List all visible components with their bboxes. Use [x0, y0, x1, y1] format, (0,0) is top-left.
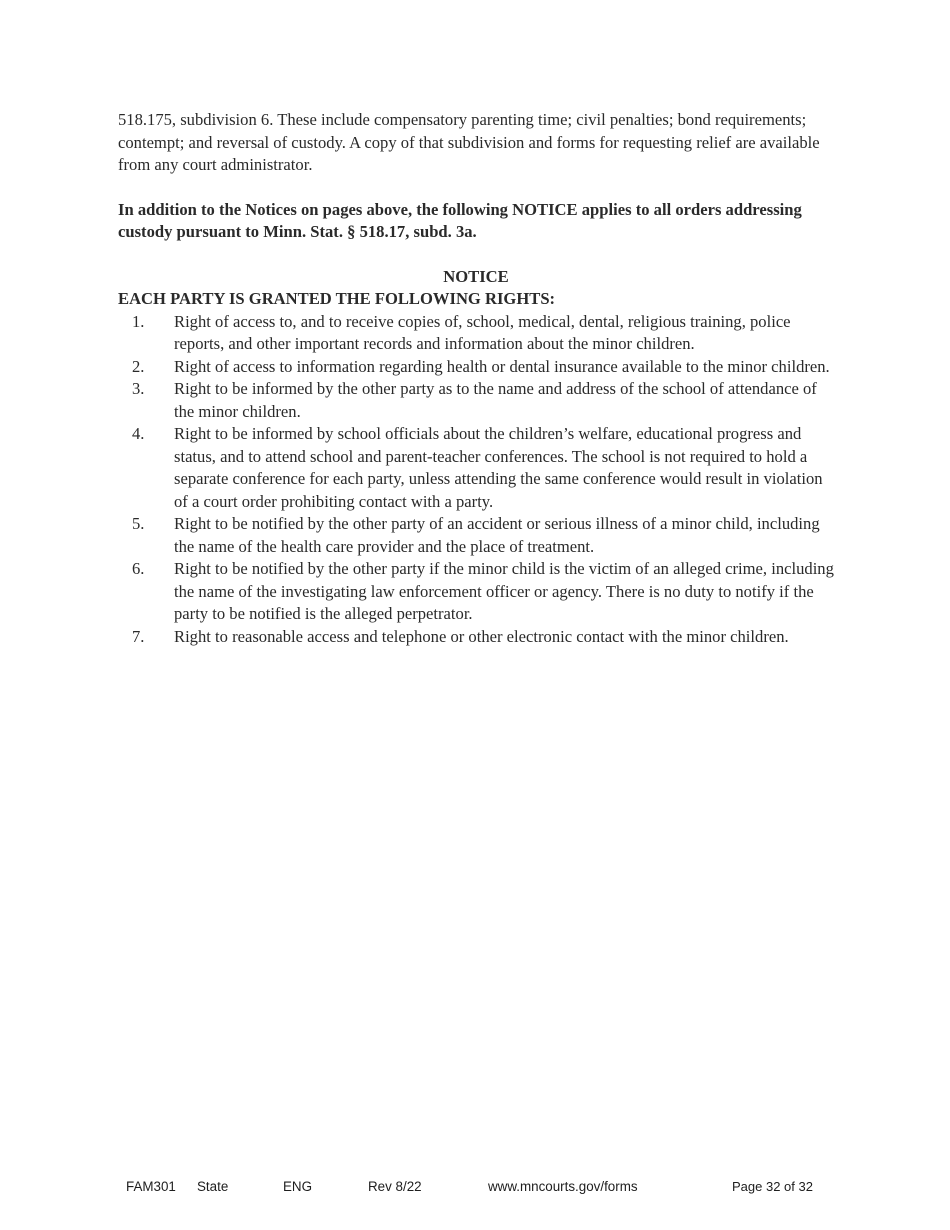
rights-heading: EACH PARTY IS GRANTED THE FOLLOWING RIGHTS: — [118, 289, 556, 308]
rights-item — [118, 558, 834, 626]
rights-item-number: 2. — [132, 356, 145, 376]
page-footer — [0, 1179, 950, 1199]
rights-item-number: 4. — [132, 424, 145, 443]
footer-url: www.mncourts.gov/forms — [488, 1179, 638, 1194]
rights-item-number: 5. — [132, 514, 145, 533]
document-body — [118, 109, 834, 648]
rights-item-number: 7. — [132, 626, 145, 646]
rights-item — [118, 378, 834, 423]
rights-item-text: Right to be informed by school officials about the children’s welfare, educational progress and status, and to attend school and parent-teacher conferences. The school is not required to hold a separate conference for each party, unless attending the same conference would result in violation of a court order prohibiting contact with a party. — [174, 424, 823, 511]
rights-item-text: Right to reasonable access and telephone or other electronic contact with the minor children. — [174, 626, 789, 646]
intro-paragraph: 518.175, subdivision 6. These include compensatory parenting time; civil penalties; bond requirements; contempt; and reversal of custody. A copy of that subdivision and forms for requesting relief are available from any court administrator. — [118, 110, 820, 174]
footer-revision: Rev 8/22 — [368, 1179, 422, 1194]
footer-form-id: FAM301 — [126, 1179, 176, 1194]
rights-item-number: 6. — [132, 559, 145, 578]
rights-item-text: Right to be notified by the other party if the minor child is the victim of an alleged crime, including the name of the investigating law enforcement officer or agency. There is no duty to notify if the party to be notified is the alleged perpetrator. — [174, 559, 834, 623]
footer-jurisdiction: State — [197, 1179, 229, 1194]
custody-notice-intro: In addition to the Notices on pages above, the following NOTICE applies to all orders addressing custody pursuant to Minn. Stat. § 518.17, subd. 3a. — [118, 199, 802, 241]
rights-item-text: Right of access to, and to receive copies of, school, medical, dental, religious training, police reports, and other important records and information about the minor children. — [174, 311, 791, 353]
rights-list — [118, 311, 834, 649]
rights-item-text: Right to be informed by the other party as to the name and address of the school of attendance of the minor children. — [174, 379, 817, 421]
rights-item — [118, 513, 834, 558]
rights-item — [118, 423, 834, 513]
notice-title: NOTICE — [443, 266, 509, 286]
rights-item-text: Right to be notified by the other party of an accident or serious illness of a minor child, including the name of the health care provider and the place of treatment. — [174, 514, 820, 556]
footer-language: ENG — [283, 1179, 313, 1194]
rights-item — [118, 626, 834, 649]
rights-item — [118, 311, 834, 356]
rights-item-number: 1. — [132, 311, 145, 331]
rights-item-text: Right of access to information regarding health or dental insurance available to the minor children. — [174, 356, 830, 376]
rights-item — [118, 356, 834, 379]
rights-item-number: 3. — [132, 379, 145, 398]
footer-page-number: Page 32 of 32 — [732, 1179, 813, 1194]
